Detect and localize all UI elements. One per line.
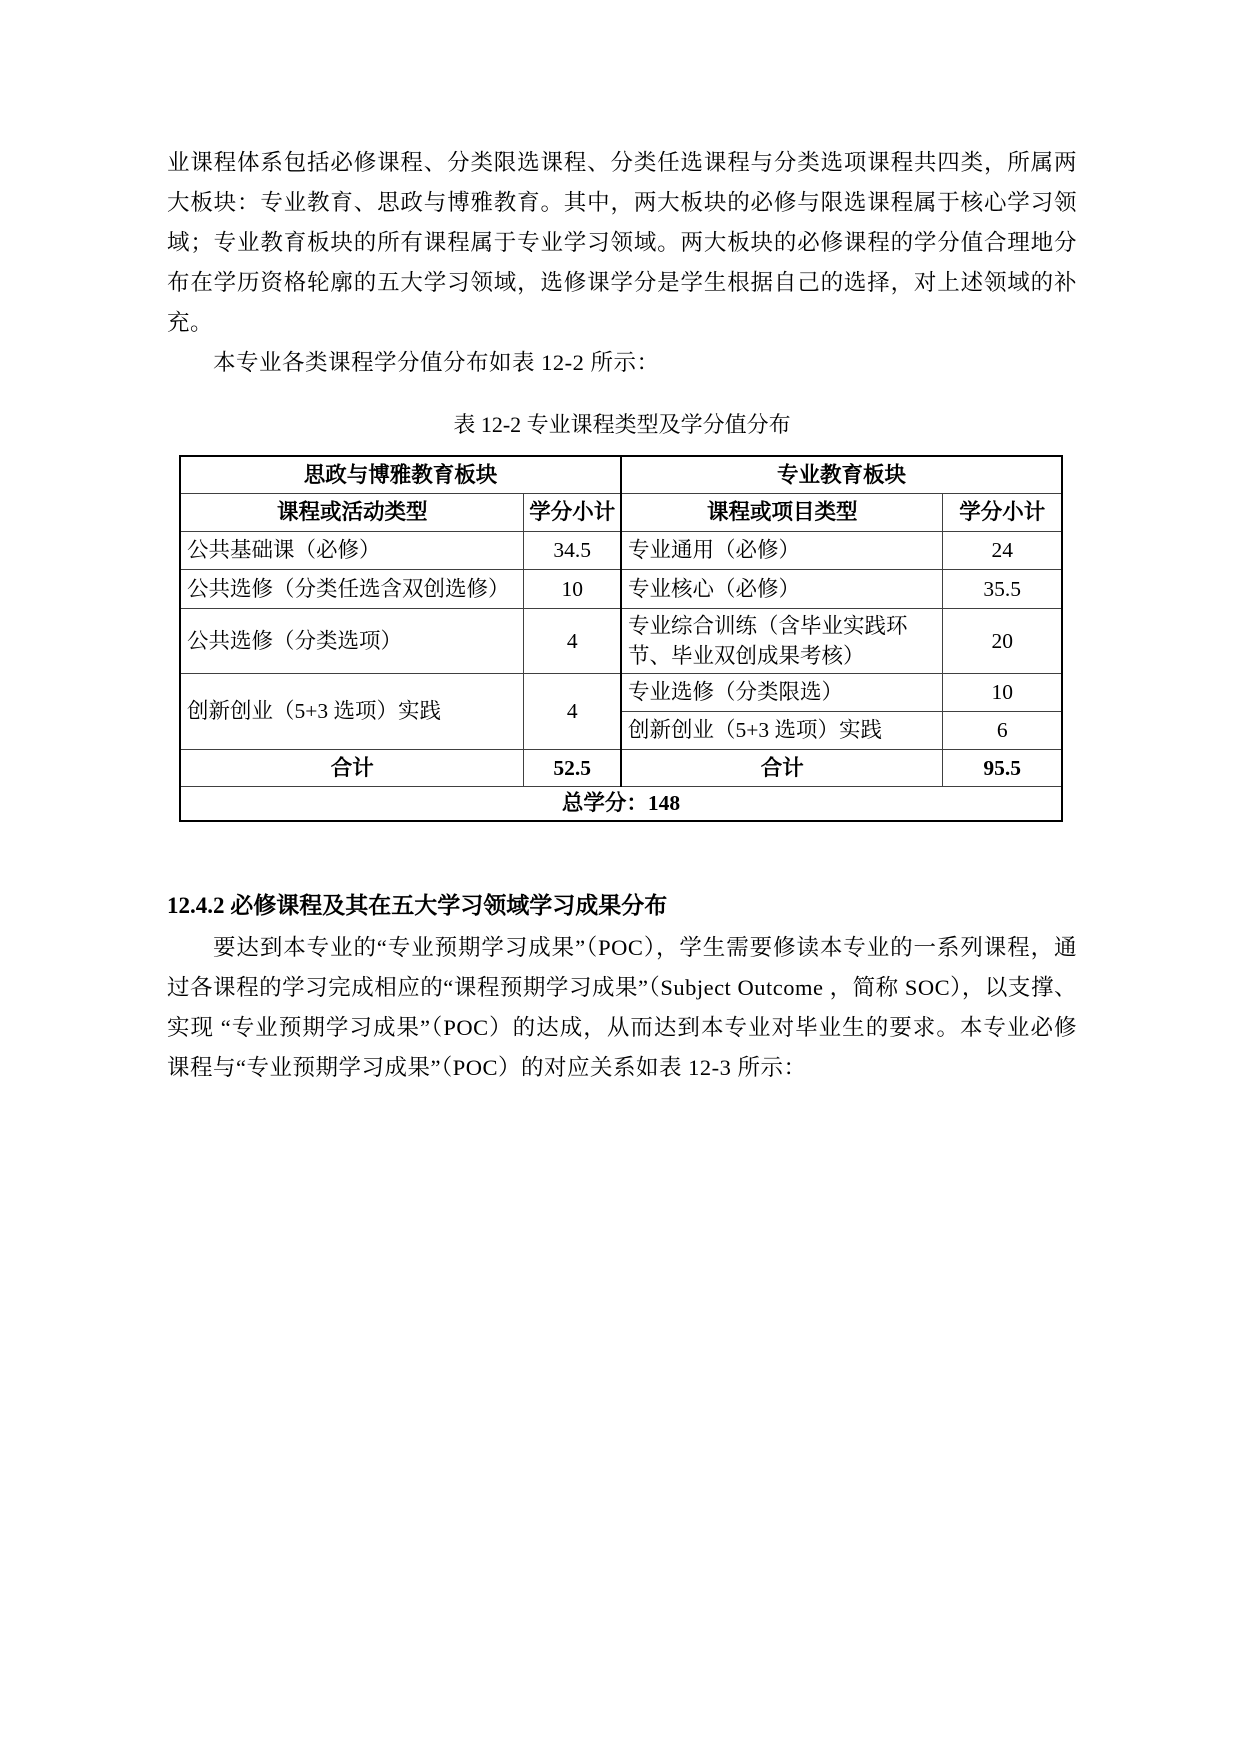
section-heading: 12.4.2 必修课程及其在五大学习领域学习成果分布 [167, 893, 668, 918]
right-course-type: 创新创业（5+3 选项）实践 [621, 711, 943, 749]
left-credits: 34.5 [524, 531, 621, 569]
right-credits: 20 [943, 608, 1062, 673]
right-total-value: 95.5 [943, 749, 1062, 786]
left-total-value: 52.5 [524, 749, 621, 786]
credit-distribution-table [179, 455, 1063, 822]
grand-total: 总学分：148 [180, 786, 1062, 821]
right-course-type: 专业综合训练（含毕业实践环节、毕业双创成果考核） [621, 608, 943, 673]
right-total-label: 合计 [621, 749, 943, 786]
left-course-type: 公共基础课（必修） [180, 531, 524, 569]
table-row-grand-total [180, 786, 1062, 821]
right-course-type: 专业通用（必修） [621, 531, 943, 569]
right-course-type: 专业选修（分类限选） [621, 673, 943, 711]
right-credits: 24 [943, 531, 1062, 569]
col-header-left-credits: 学分小计 [524, 493, 621, 531]
left-course-type: 公共选修（分类选项） [180, 608, 524, 673]
table-caption: 表 12-2 专业课程类型及学分值分布 [453, 412, 791, 437]
right-credits: 6 [943, 711, 1062, 749]
paragraph-table-intro: 本专业各类课程学分值分布如表 12-2 所示： [213, 350, 660, 375]
right-credits: 35.5 [943, 569, 1062, 608]
left-credits: 4 [524, 608, 621, 673]
table-row [180, 569, 1062, 608]
left-course-type: 创新创业（5+3 选项）实践 [180, 673, 524, 749]
col-header-right-credits: 学分小计 [943, 493, 1062, 531]
table-row [180, 608, 1062, 673]
table-row [180, 531, 1062, 569]
left-credits: 10 [524, 569, 621, 608]
paragraph-course-system: 业课程体系包括必修课程、分类限选课程、分类任选课程与分类选项课程共四类，所属两大板块：专业教育、思政与博雅教育。其中，两大板块的必修与限选课程属于核心学习领域；专业教育板块的所有课程属于专业学习领域。两大板块的必修课程的学分值合理地分布在学历资格轮廓的五大学习领域，选修课学分是学生根据自己的选择，对上述领域的补充。 [167, 150, 1077, 335]
right-block-header: 专业教育板块 [621, 456, 1062, 493]
left-total-label: 合计 [180, 749, 524, 786]
page-content [167, 143, 1077, 1088]
table-row-column-headers [180, 493, 1062, 531]
left-credits: 4 [524, 673, 621, 749]
right-course-type: 专业核心（必修） [621, 569, 943, 608]
left-course-type: 公共选修（分类任选含双创选修） [180, 569, 524, 608]
paragraph-poc: 要达到本专业的“专业预期学习成果”（POC），学生需要修读本专业的一系列课程，通过各课程的学习完成相应的“课程预期学习成果”（Subject Outcome ，简称 SOC），以支撑、实现 “专业预期学习成果”（POC）的达成，从而达到本专业对毕业生的要求。本专业必修课程与“专业预期学习成果”（POC）的对应关系如表 12-3 所示： [167, 935, 1077, 1080]
table-row-block-headers [180, 456, 1062, 493]
col-header-left-type: 课程或活动类型 [180, 493, 524, 531]
table-row-totals [180, 749, 1062, 786]
table-row [180, 673, 1062, 711]
right-credits: 10 [943, 673, 1062, 711]
col-header-right-type: 课程或项目类型 [621, 493, 943, 531]
left-block-header: 思政与博雅教育板块 [180, 456, 621, 493]
